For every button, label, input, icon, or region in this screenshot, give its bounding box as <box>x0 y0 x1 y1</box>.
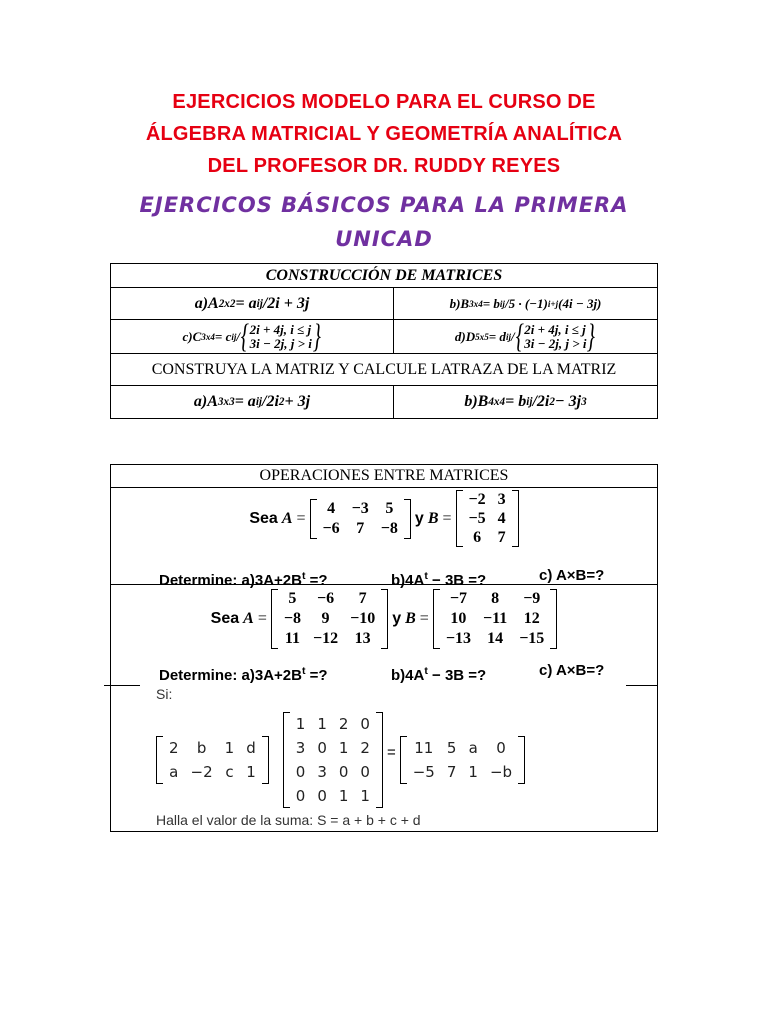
formula-e: a)A 3x3 = a ij /2i 2 + 3j <box>193 393 311 410</box>
matrix-cell: 1 <box>338 787 349 805</box>
matrix-cell: −5 <box>468 510 486 527</box>
matrix-cell: 10 <box>450 610 467 627</box>
matrix-cell: 2 <box>169 739 179 757</box>
construction-row-3 <box>111 386 657 418</box>
formula-f: b)B 4x4 = b ij /2i 2 − 3j 3 <box>464 393 587 410</box>
matrix-cell: 0 <box>338 763 349 781</box>
matrix-cell: −13 <box>445 630 471 647</box>
matrix-cell: 11 <box>284 630 300 647</box>
matrix-row <box>278 609 381 629</box>
matrix-cell: 3 <box>497 491 506 508</box>
matrix-cell: −b <box>489 763 513 781</box>
matrix-cell: d <box>246 739 256 757</box>
halla-text: Halla el valor de la suma: S = a + b + c + d <box>156 812 421 828</box>
matrix-cell: 2 <box>360 739 370 757</box>
matrix-cell: 2 <box>338 715 349 733</box>
matrix-cell: a <box>169 763 179 781</box>
construction-instruction: CONSTRUYA LA MATRIZ Y CALCULE LATRAZA DE LA MATRIZ <box>151 360 617 378</box>
matrix-row <box>317 519 404 539</box>
si-label: Si: <box>156 686 173 702</box>
matrix-cell: 7 <box>446 763 457 781</box>
matrix-cell: −6 <box>322 519 340 537</box>
construction-row-2 <box>111 317 657 355</box>
operations-example-2 <box>110 585 658 685</box>
matrix-row <box>440 589 550 609</box>
matrix-b-2 <box>433 589 557 649</box>
matrix-cell: 0 <box>317 787 327 805</box>
matrix-row <box>278 589 381 609</box>
matrix-cell: b <box>196 739 207 757</box>
matrix-cell: −7 <box>449 590 467 607</box>
matrix-cell: −9 <box>523 590 541 607</box>
matrix-equation: 2 b 1 d a −2 c 1 1 1 2 0 3 0 1 2 0 3 0 0 0 0 1 1 = 11 5 a 0 −5 7 1 −b <box>156 712 525 808</box>
example-2-determine: Determine: $a)3A+2B^t$ =? $b)4A^t - 3B$ =? c) A×B=? <box>159 662 605 684</box>
matrix-row <box>463 528 512 547</box>
construction-heading: CONSTRUCCIÓN DE MATRICES <box>265 266 503 284</box>
matrix-cell: −15 <box>519 630 545 647</box>
matrix-cell: 1 <box>338 739 349 757</box>
matrix-cell: 1 <box>360 787 370 805</box>
matrix-cell: −8 <box>380 519 398 537</box>
matrix-cell: 12 <box>523 610 540 627</box>
matrix-m2 <box>283 712 383 808</box>
operations-heading: OPERACIONES ENTRE MATRICES <box>110 464 658 488</box>
matrix-cell: 0 <box>317 739 327 757</box>
matrix-row <box>278 629 381 649</box>
matrix-cell: −6 <box>316 590 335 607</box>
matrix-cell: −11 <box>482 610 508 627</box>
example-1-determine: Determine: $a)3A+2B^t$ =? $b)4A^t - 3B$ =? c) A×B=? <box>159 567 605 589</box>
formula-a: a)A 2x2 = a ij /2i + 3j <box>194 294 310 312</box>
operations-example-3 <box>110 686 658 832</box>
title-line-3: DEL PROFESOR DR. RUDDY REYES <box>207 155 561 177</box>
matrix-cell: 7 <box>497 529 506 546</box>
subtitle-line-2: UNICAD <box>335 227 433 251</box>
title-line-1: EJERCICIOS MODELO PARA EL CURSO DE <box>172 91 596 113</box>
sea-label: Sea <box>249 509 278 527</box>
operations-example-1 <box>110 488 658 589</box>
example-1-matrices: Sea A = 4 −3 5 −6 7 −8 y B = −2 3 −5 4 6 7 <box>111 490 657 547</box>
construction-heading-row <box>111 264 657 288</box>
matrix-cell: a <box>468 739 478 757</box>
matrix-cell: 5 <box>288 590 297 607</box>
matrix-row <box>163 736 262 760</box>
matrix-row <box>163 760 262 784</box>
matrix-row <box>290 736 376 760</box>
matrix-m1 <box>156 736 269 784</box>
matrix-cell: 14 <box>487 630 504 647</box>
matrix-row <box>290 712 376 736</box>
matrix-row <box>463 490 512 509</box>
matrix-row <box>407 736 518 760</box>
matrix-cell: −12 <box>312 630 339 647</box>
matrix-cell: 0 <box>360 763 370 781</box>
matrix-cell: 4 <box>497 510 506 527</box>
matrix-cell: −3 <box>351 499 369 517</box>
matrix-cell: 0 <box>360 715 370 733</box>
matrix-b-1 <box>456 490 519 547</box>
matrix-cell: 1 <box>295 715 306 733</box>
matrix-cell: 1 <box>317 715 327 733</box>
matrix-cell: 13 <box>354 630 371 647</box>
matrix-cell: 3 <box>317 763 327 781</box>
matrix-cell: 8 <box>491 590 500 607</box>
matrix-a-2 <box>271 589 388 649</box>
matrix-cell: 1 <box>246 763 256 781</box>
matrix-cell: 7 <box>356 519 365 537</box>
matrix-cell: 7 <box>358 590 367 607</box>
matrix-cell: 0 <box>496 739 506 757</box>
matrix-cell: −5 <box>412 763 435 781</box>
matrix-cell: 1 <box>224 739 235 757</box>
construction-table <box>110 263 658 419</box>
matrix-row <box>440 609 550 629</box>
matrix-cell: 5 <box>385 499 394 517</box>
matrix-cell: 1 <box>468 763 478 781</box>
matrix-cell: 4 <box>327 499 336 517</box>
matrix-cell: 5 <box>446 739 457 757</box>
matrix-cell: 11 <box>414 739 434 757</box>
example-2-matrices: Sea A = 5 −6 7 −8 9 −10 11 −12 13 y B = −7 8 −9 10 −11 12 −13 14 −15 <box>111 589 657 649</box>
matrix-row <box>463 509 512 528</box>
matrix-cell: 3 <box>295 739 306 757</box>
formula-c: c)C 3x4 = c ij / { 2i + 4j, i ≤ j 3i − 2j, j > i } <box>182 317 321 355</box>
document-subtitle <box>0 188 768 256</box>
matrix-cell: −2 <box>468 491 486 508</box>
matrix-cell: −10 <box>350 610 376 627</box>
matrix-cell: 0 <box>295 787 306 805</box>
matrix-row <box>407 760 518 784</box>
matrix-row <box>317 499 404 519</box>
formula-b: b)B 3x4 = b ij /5 · (−1) i+j (4i − 3j) <box>449 295 602 311</box>
title-line-2: ÁLGEBRA MATRICIAL Y GEOMETRÍA ANALÍTICA <box>145 123 623 145</box>
matrix-row <box>440 629 550 649</box>
subtitle-line-1: EJERCICOS BÁSICOS PARA LA PRIMERA <box>139 193 629 217</box>
matrix-row <box>290 760 376 784</box>
document-title <box>0 86 768 182</box>
construction-instruction-row <box>111 354 657 386</box>
matrix-m3 <box>400 736 525 784</box>
operations-table <box>110 464 658 832</box>
matrix-row <box>290 784 376 808</box>
construction-row-1 <box>111 288 657 320</box>
matrix-a-1 <box>310 499 411 539</box>
matrix-cell: 0 <box>295 763 306 781</box>
matrix-cell: 6 <box>473 529 482 546</box>
matrix-cell: −2 <box>190 763 213 781</box>
formula-d: d)D 5x5 = d ij / { 2i + 4j, i ≤ j 3i − 2j, j > i } <box>454 317 596 355</box>
matrix-cell: c <box>225 763 234 781</box>
matrix-cell: −8 <box>283 610 301 627</box>
matrix-cell: 9 <box>321 610 330 627</box>
